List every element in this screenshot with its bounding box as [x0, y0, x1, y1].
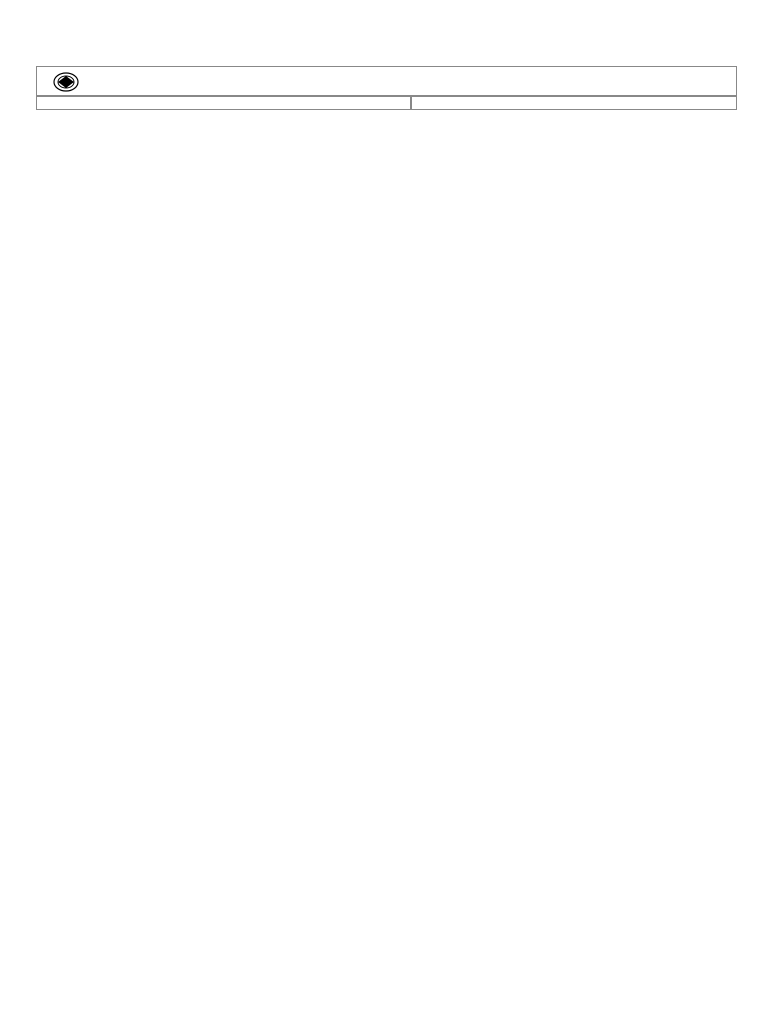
master-list-heading — [36, 96, 411, 110]
document-banner — [36, 66, 737, 96]
annual-plan-heading — [411, 96, 737, 110]
company-logo — [53, 72, 79, 92]
